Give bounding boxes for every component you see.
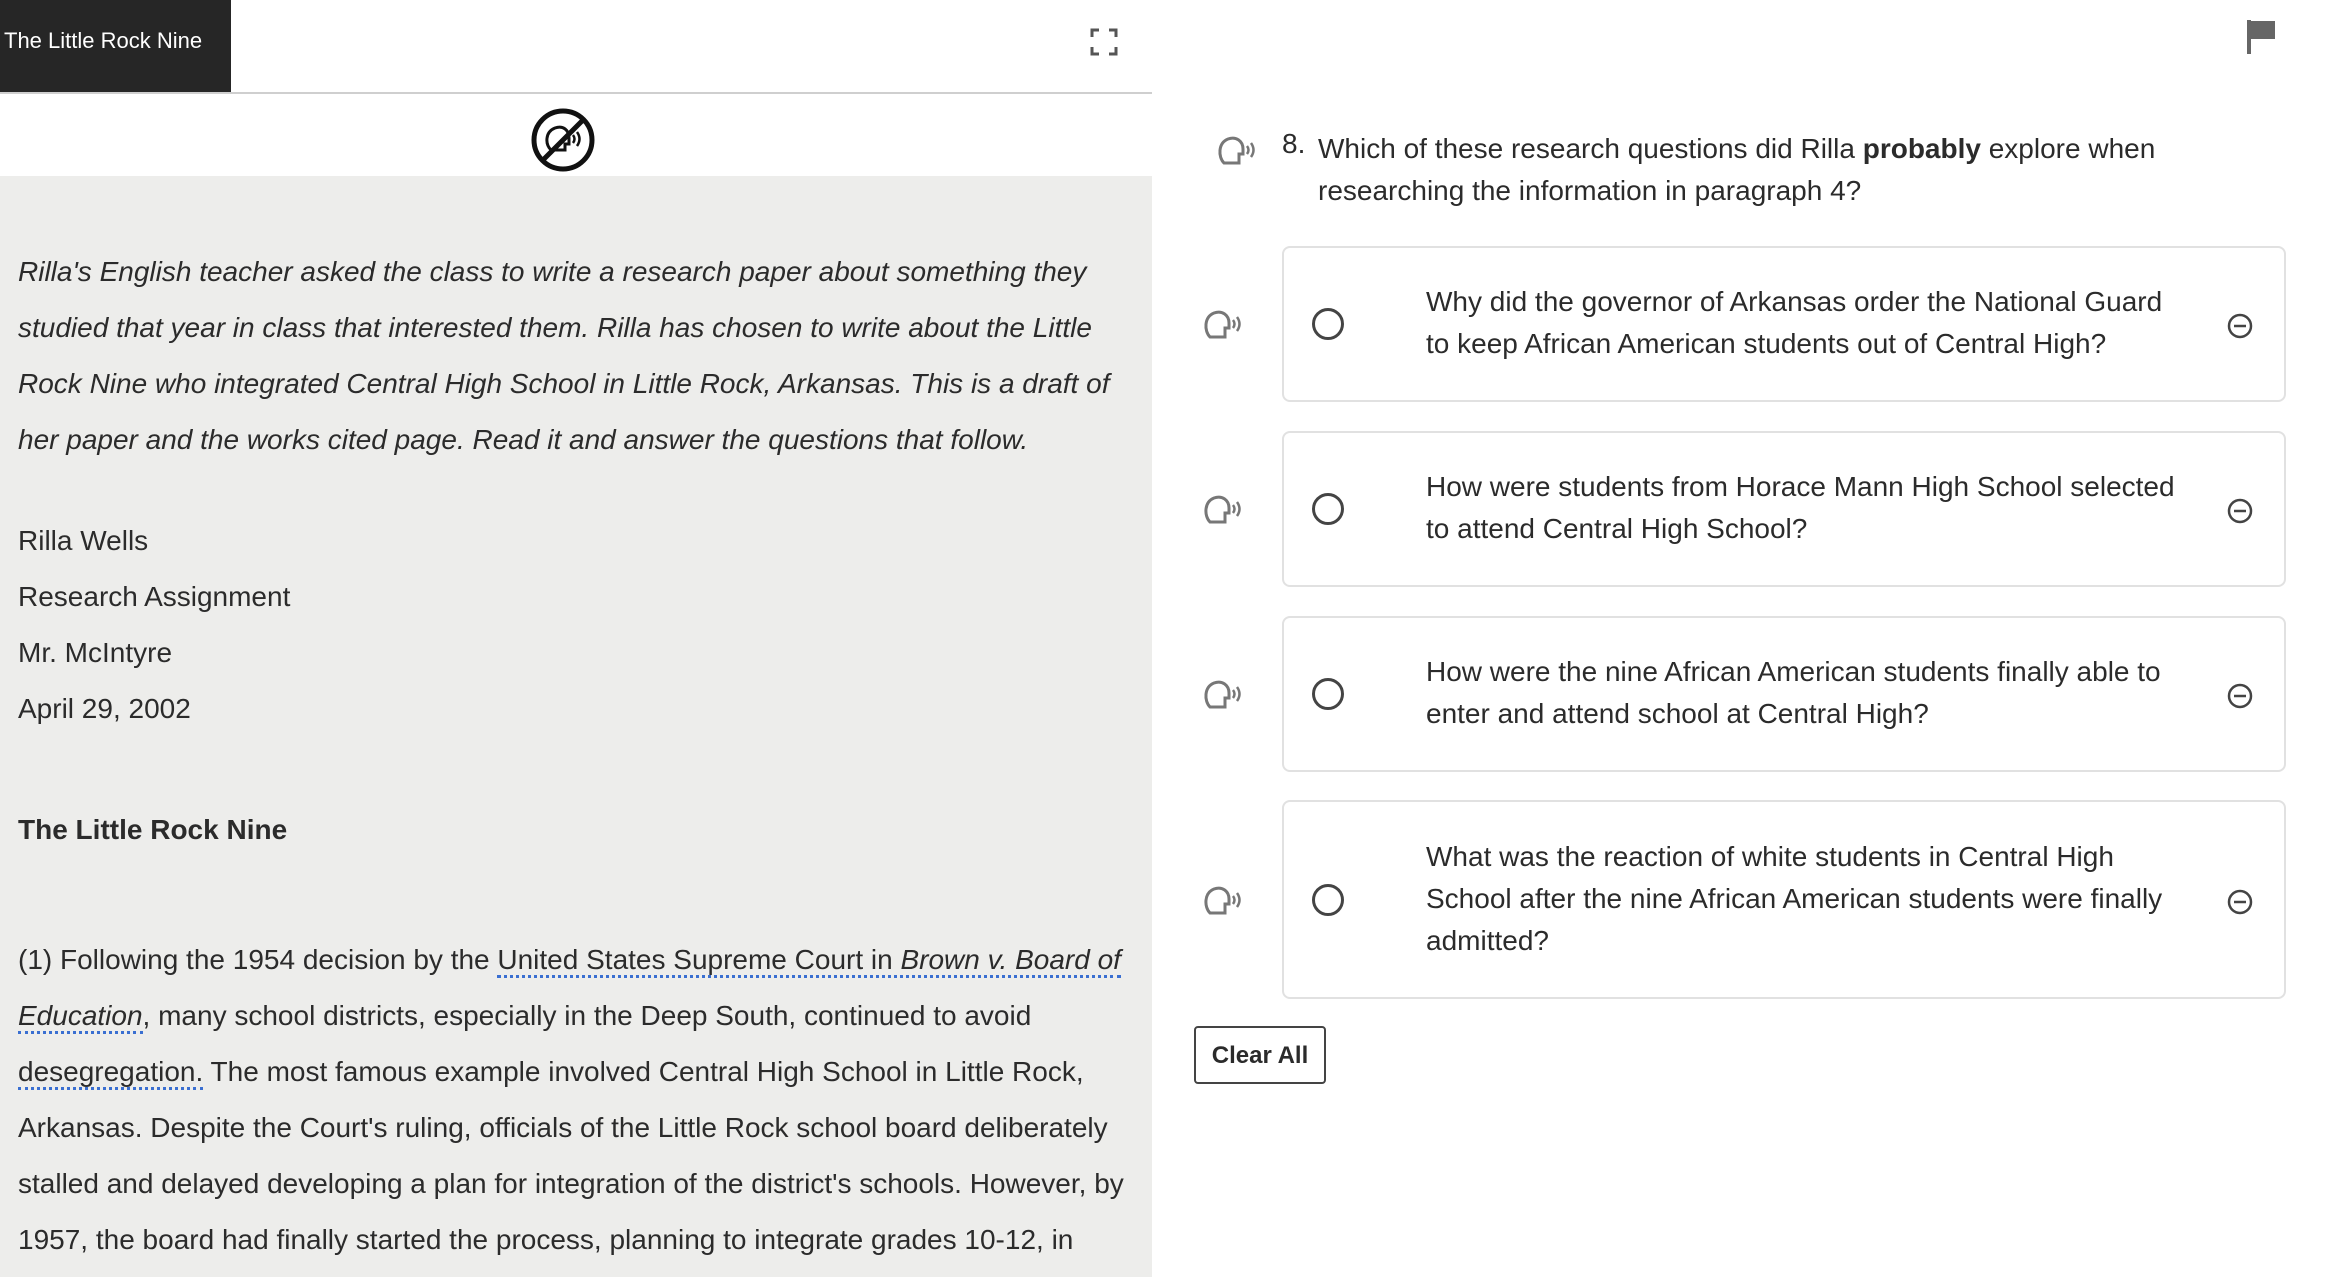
passage-tab[interactable]: The Little Rock Nine xyxy=(0,0,231,92)
passage-intro: Rilla's English teacher asked the class to write a research paper about something they studied that year in class that interested them. Rilla has chosen to write about the Little Rock Nine who integrated Central High School in Little Rock, Arkansas. This is a draft of her paper and the works cited page. Read it and answer the questions that follow. xyxy=(18,256,1110,455)
answer-radio[interactable] xyxy=(1312,678,1344,710)
passage-body xyxy=(0,176,1152,1277)
speaker-head-icon[interactable] xyxy=(1202,307,1248,341)
no-audio-icon[interactable] xyxy=(531,108,595,172)
speaker-head-icon[interactable] xyxy=(1202,677,1248,711)
answer-text: What was the reaction of white students in Central High School after the nine African American students were finally admitted? xyxy=(1426,841,2163,956)
minus-circle-icon[interactable] xyxy=(2226,888,2254,916)
minus-circle-icon[interactable] xyxy=(2226,312,2254,340)
paragraph-text: The most famous example involved Central High School in Little Rock, Arkansas. Despite the Court's ruling, officials of the Little Rock school board deliberately stalled and delayed developing a plan for integration of the district's schools. However, by 1957, the board had finally started the process, planning to integrate grades 10-12, in xyxy=(18,1056,1124,1255)
answer-radio[interactable] xyxy=(1312,493,1344,525)
paragraph-1 xyxy=(18,932,1128,1268)
paper-title: The Little Rock Nine xyxy=(18,814,288,845)
clear-all-button[interactable]: Clear All xyxy=(1194,1026,1326,1084)
flag-icon[interactable] xyxy=(2244,18,2278,56)
answer-radio[interactable] xyxy=(1312,308,1344,340)
answer-choice-b[interactable] xyxy=(1282,431,2286,587)
answer-text: Why did the governor of Arkansas order the National Guard to keep African American students out of Central High? xyxy=(1426,286,2163,359)
paper-date: April 29, 2002 xyxy=(18,693,191,724)
speaker-head-icon[interactable] xyxy=(1202,883,1248,917)
speaker-head-icon[interactable] xyxy=(1202,492,1248,526)
expand-icon[interactable] xyxy=(1090,28,1118,56)
minus-circle-icon[interactable] xyxy=(2226,682,2254,710)
question-number: 8. xyxy=(1282,128,1306,159)
assignment-name: Research Assignment xyxy=(18,581,291,612)
answer-radio[interactable] xyxy=(1312,884,1344,916)
passage-panel xyxy=(0,0,1152,1277)
passage-tab-bar xyxy=(0,0,1152,94)
minus-circle-icon[interactable] xyxy=(2226,497,2254,525)
teacher-name: Mr. McIntyre xyxy=(18,637,173,668)
author-name: Rilla Wells xyxy=(18,525,149,556)
paragraph-text: , many school districts, especially in the Deep South, continued to avoid xyxy=(142,1000,1032,1031)
answer-choice-a[interactable] xyxy=(1282,246,2286,402)
question-text: Which of these research questions did Rilla probably explore when researching the information in paragraph 4? xyxy=(1318,133,2156,206)
glossary-term-desegregation[interactable]: desegregation. xyxy=(18,1056,203,1090)
passage-audio-row xyxy=(0,94,1152,176)
paragraph-text: (1) Following the 1954 decision by the xyxy=(18,944,498,975)
answer-choice-c[interactable] xyxy=(1282,616,2286,772)
answer-choice-d[interactable] xyxy=(1282,800,2286,999)
answer-text: How were students from Horace Mann High School selected to attend Central High School? xyxy=(1426,471,2175,544)
speaker-head-icon[interactable] xyxy=(1216,133,1262,167)
glossary-term-supreme-court[interactable]: United States Supreme Court in Brown v. Board of Education xyxy=(18,944,1121,1034)
answer-text: How were the nine African American students finally able to enter and attend school at Central High? xyxy=(1426,656,2161,729)
